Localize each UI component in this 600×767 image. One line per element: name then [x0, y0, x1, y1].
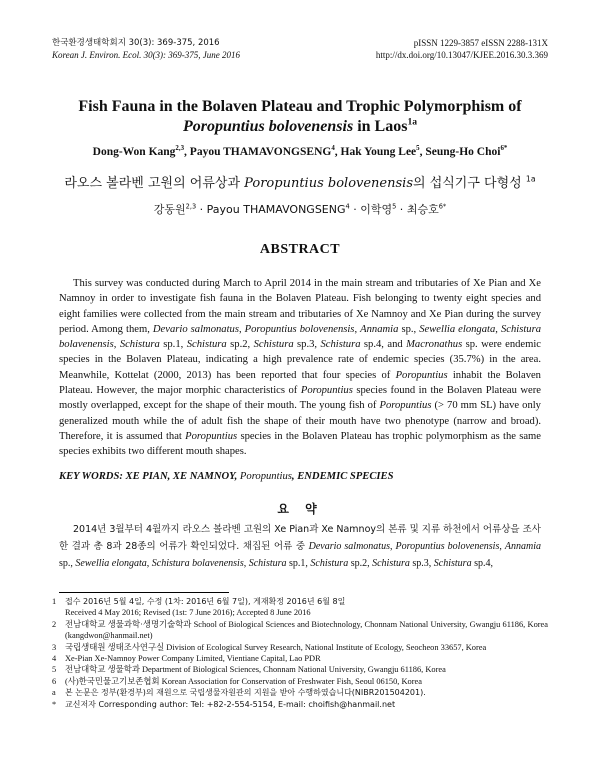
keywords: [59, 471, 541, 482]
footnote-mark: *: [52, 699, 57, 709]
korean-title-post: 의 섭식기구 다형성: [413, 176, 526, 191]
abstract-text: sp. were endemic species in the Bolaven Plateau, indicating a high prevalence rate of endemic species (35.7%) in the area. Meanwhile, Kottelat (2000, 2013) has been reported that four species of: [59, 339, 542, 381]
footnote-divider: [59, 592, 229, 593]
species-name: Annamia: [504, 541, 542, 552]
korean-author-name: 최승호: [406, 203, 439, 216]
abstract-text: inhabit the Bolaven Plateau. However, the major morphic characteristics of: [59, 369, 541, 397]
korean-summary-text: sp.,: [59, 558, 76, 569]
title-species: Poropuntius bolovenensis: [182, 118, 354, 135]
species-name: Devario salmonatus: [308, 541, 390, 552]
abstract-heading: ABSTRACT: [259, 242, 341, 257]
abstract-text: sp.2,: [226, 339, 254, 351]
korean-summary-text: sp.4,: [471, 558, 493, 569]
abstract-text: ,: [113, 339, 120, 351]
journal-citation-en: Korean J. Environ. Ecol. 30(3): 369-375, June 2016: [52, 50, 241, 60]
keywords-label: KEY WORDS: XE PIAN, XE NAMNOY,: [59, 471, 240, 482]
korean-summary-text: sp.2,: [348, 558, 373, 569]
footnotes: [52, 596, 548, 710]
title-line-2: [40, 117, 560, 137]
footnote-text: Xe-Pian Xe-Namnoy Power Company Limited, Vientiane Capital, Lao PDR: [65, 654, 321, 664]
korean-author-list: 강동원$^{2,3}$ · Payou $THAMAVONGSENG^4$ · 이학영$^5$ · 최승호$^{6*}$: [153, 202, 447, 216]
author-affiliation: 2,3: [175, 145, 185, 153]
journal-identifiers: [376, 37, 548, 61]
species-name: Macronathus: [406, 339, 463, 351]
abstract-text: species in the Bolaven Plateau has trophic polymorphism as the same species exhibits two different mouth shapes.: [59, 430, 542, 458]
journal-citation: [52, 37, 240, 61]
footnote: [52, 642, 548, 653]
footnote-text: 본 논문은 정부(환경부)의 재원으로 국립생물자원관의 지원을 받아 수행하였습니다(NIBR201504201).: [65, 688, 426, 698]
footnote-text: 국립생태원 생태조사연구실 Division of Ecological Survey Research, National Institute of Ecology, Seocheon 33657, Korea: [65, 642, 487, 652]
species-name: Schistura: [320, 339, 361, 351]
korean-title-species: Poropuntius bolovenensis: [244, 176, 413, 191]
korean-summary-heading: 요 약: [277, 502, 323, 516]
footnote: [52, 664, 548, 675]
species-name: Schistura: [433, 558, 472, 569]
abstract-text: This survey was conducted during March to April 2014 in the main stream and tributaries of Xe Pian and Xe Namnoy in order to investigate fish fauna in the Bolaven Plateau. Fish belonging to twenty eight species and eight families were collected from the main stream and tributaries of Xe Namnoy and Xe Pian during the survey period. Among them,: [59, 278, 541, 335]
paper-title: [40, 97, 560, 137]
author-affiliation: 4: [331, 145, 335, 153]
abstract-text: species found in the Bolaven Plateau were mostly overlapped, except for the shape of their mouth. The young fish of: [59, 385, 541, 412]
species-name: Sewellia elongata: [75, 558, 147, 569]
korean-summary-text: sp.3,: [409, 558, 434, 569]
footnote-mark: 5: [52, 665, 57, 675]
footnote-mark: [52, 607, 65, 618]
species-name: Schistura bolavenensis: [151, 558, 244, 569]
species-name: Poropuntius bolovenensis: [244, 323, 355, 335]
author-name: Payou THAMAVONGSENG: [189, 146, 332, 158]
species-name: Poropuntius: [300, 385, 353, 397]
korean-author-name: 강동원: [153, 203, 186, 216]
korean-title-pre: 라오스 볼라벤 고원의 어류상과: [64, 176, 245, 191]
footnote-mark: 4: [52, 654, 57, 664]
species-name: Schistura: [119, 339, 160, 351]
footnote-mark: 6: [52, 676, 57, 686]
korean-author-affiliation: 4: [345, 202, 350, 211]
korean-author-affiliation: 6*: [438, 202, 447, 211]
footnote-mark: 2: [52, 619, 57, 629]
author-name: Seung-Ho Choi: [425, 146, 501, 158]
keywords-tail: , ENDEMIC SPECIES: [291, 471, 394, 482]
abstract-text: sp.3,: [293, 339, 321, 351]
footnote-mark: 1: [52, 597, 57, 606]
korean-summary-text: ,: [243, 558, 249, 569]
journal-citation-ko: 한국환경생태학회지 30(3): 369-375, 2016: [52, 38, 220, 48]
author-affiliation: 6*: [500, 145, 508, 153]
species-name: Annamia: [360, 323, 399, 335]
species-name: Devario salmonatus: [152, 323, 239, 335]
species-name: Poropuntius bolovenensis: [395, 541, 500, 552]
footnote: [52, 596, 548, 607]
abstract-text: sp.4, and: [360, 339, 407, 351]
footnote: [52, 699, 548, 710]
abstract-text: sp.1,: [159, 339, 187, 351]
species-name: Poropuntius: [185, 430, 238, 442]
keyword-species: Poropuntius: [239, 471, 292, 482]
korean-summary-text: ,: [499, 541, 505, 552]
korean-title: [40, 172, 560, 191]
footnote: [52, 619, 548, 642]
footnote-text: 전남대학교 생물학과 Department of Biological Sciences, Chonnam National University, Gwangju 61186, Korea: [65, 665, 446, 675]
footnote: [52, 607, 548, 618]
footnote-text: 전남대학교 생물과학·생명기술학과 School of Biological Sciences and Biotechnology, Chonnam National University, Gwangju 61186, Korea (kangdwon@hanmail.net): [65, 619, 548, 641]
species-name: Schistura: [248, 558, 287, 569]
species-name: Sewellia elongata: [419, 323, 496, 335]
author-affiliation: 5: [416, 145, 420, 153]
species-name: Poropuntius: [379, 400, 432, 412]
title-tail: in Laos: [353, 118, 408, 135]
korean-author-name: 이학영: [360, 203, 393, 216]
abstract-body: [59, 276, 541, 460]
title-footnote-mark: 1a: [407, 116, 418, 128]
abstract-text: ,: [238, 323, 245, 335]
footnote-text: 접수 2016년 5월 4일, 수정 (1차: 2016년 6월 7일), 게재확정 2016년 6월 8일: [65, 597, 346, 606]
korean-author-affiliation: 2,3: [185, 202, 197, 211]
species-name: Schistura: [372, 558, 410, 569]
page-header: [52, 37, 548, 77]
footnote-mark: 3: [52, 642, 57, 652]
author-name: Hak Young Lee: [340, 146, 417, 158]
korean-summary-text: sp.1,: [286, 558, 311, 569]
korean-summary-body: [59, 521, 541, 572]
korean-author-affiliation: 5: [392, 202, 397, 211]
korean-author-name: Payou THAMAVONGSENG: [206, 203, 346, 216]
footnote-text: (사)한국민물고기보존협회 Korean Association for Conservation of Freshwater Fish, Seoul 06150, Korea: [65, 676, 422, 686]
footnote: [52, 676, 548, 687]
species-name: Schistura: [186, 339, 227, 351]
author-list: Dong-Won Kang$^{2,3}$, Payou THAMAVONGSENG$^4$, Hak Young Lee$^5$, Seung-Ho Choi$^{6*}$: [92, 145, 508, 158]
footnote: [52, 653, 548, 664]
species-name: Schistura bolavenensis: [59, 323, 541, 351]
abstract-text: ,: [495, 323, 501, 335]
korean-summary-text: 2014년 3월부터 4월까지 라오스 볼라벤 고원의 Xe Pian과 Xe Namnoy의 본류 및 지류 하천에서 어류상을 조사한 결과 총 8과 28종의 어류가 확인되었다. 채집된 어류 중: [59, 524, 541, 552]
korean-summary-text: ,: [146, 558, 152, 569]
footnote-text: Received 4 May 2016; Revised (1st: 7 June 2016); Accepted 8 June 2016: [65, 608, 311, 618]
title-line-1: Fish Fauna in the Bolaven Plateau and Trophic Polymorphism of: [78, 98, 522, 115]
korean-summary-text: ,: [389, 541, 396, 552]
footnote: [52, 687, 548, 698]
abstract-text: sp.,: [398, 323, 420, 335]
abstract-text: ,: [354, 323, 361, 335]
korean-title-mark: 1a: [525, 174, 536, 184]
species-name: Poropuntius: [395, 369, 448, 381]
abstract-text: (> 70 mm SL) have only generalized mouth while the of adult fish the shape of their mouth have two phenotype (narrow and broad). Therefore, it is assumed that: [59, 400, 541, 442]
doi-link[interactable]: http://dx.doi.org/10.13047/KJEE.2016.30.3.369: [375, 50, 548, 60]
species-name: Schistura: [253, 339, 294, 351]
footnote-mark: a: [52, 688, 56, 698]
footnote-text: 교신저자 Corresponding author: Tel: +82-2-554-5154, E-mail: choifish@hanmail.net: [65, 699, 396, 709]
issn: pISSN 1229-3857 eISSN 2288-131X: [413, 38, 548, 48]
author-name: Dong-Won Kang: [92, 146, 176, 158]
species-name: Schistura: [310, 558, 349, 569]
